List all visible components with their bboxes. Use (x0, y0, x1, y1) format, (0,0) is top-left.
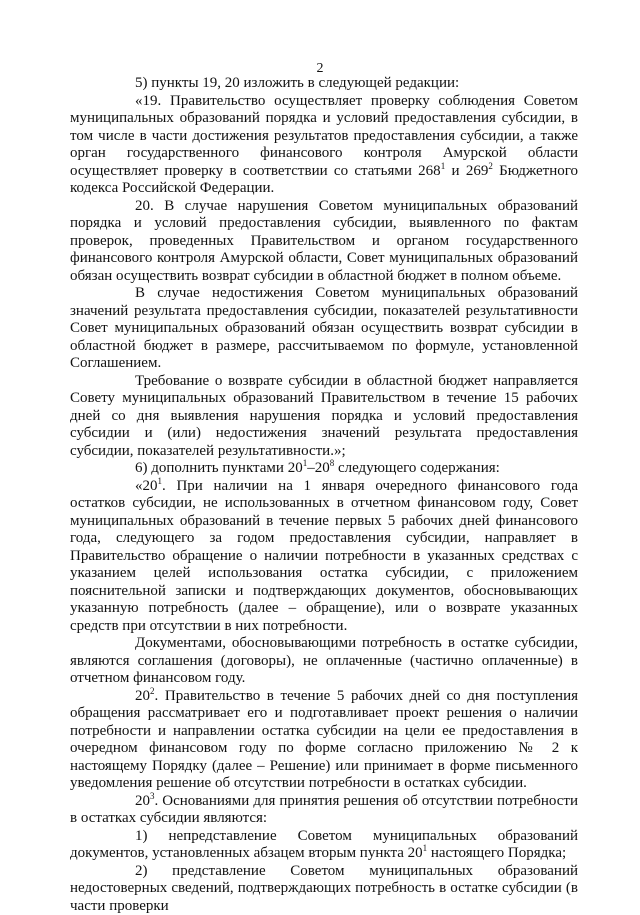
paragraph-text: 20. В случае нарушения Советом муниципальных образований порядка и условий предоставления субсидии, выявленного по фактам проверок, проведенных Правительством и органом государственного финансового контроля Амурской области, Совет муниципальных образований обязан осуществить возврат субсидии в областной бюджет в полном объеме. (70, 198, 578, 284)
paragraph-text: 5) пункты 19, 20 изложить в следующей редакции: (135, 75, 459, 91)
paragraph-text: 6) дополнить пунктами 20 (135, 460, 303, 476)
superscript: 2 (150, 686, 155, 696)
paragraph (70, 863, 578, 915)
paragraph-text: В случае недостижения Советом муниципальных образований значений результата предоставления субсидии, показателей результативности Совет муниципальных образований обязан осуществить возврат субсидии в областной бюджет в размере, рассчитываемом по формуле, установленной Соглашением. (70, 285, 578, 371)
paragraph-text: 2) представление Советом муниципальных образований недостоверных сведений, подтверждающих потребность в остатке субсидии (в части проверки (70, 863, 578, 914)
document-body (70, 75, 578, 915)
superscript: 1 (441, 161, 446, 171)
paragraph-text: Требование о возврате субсидии в областной бюджет направляется Совету муниципальных образований Правительством в течение 15 рабочих дней со дня выявления нарушения порядка и условий предоставления субсидии и (или) недостижения значений результата предоставления субсидии, показателей результативности.»; (70, 373, 578, 459)
paragraph (70, 793, 578, 828)
paragraph-text: . Правительство в течение 5 рабочих дней со дня поступления обращения рассматривает его и подготавливает проект решения о наличии потребности и направлении остатка субсидии на цели ее предоставления в очередном финансовом году по форме согласно приложению № 2 к настоящему Порядку (далее – Решение) или принимает в форме письменного уведомления решение об отсутствии потребности в остатках субсидии. (70, 688, 578, 792)
superscript: 1 (303, 458, 308, 468)
paragraph (70, 93, 578, 198)
paragraph (70, 460, 578, 478)
paragraph-text: Бюджетного кодекса Российской Федерации. (70, 163, 578, 197)
paragraph-text: Документами, обосновывающими потребность в остатке субсидии, являются соглашения (договоры), не оплаченные (частично оплаченные) в отчетном финансовом году. (70, 635, 578, 686)
paragraph-text: –20 (307, 460, 330, 476)
superscript: 1 (158, 476, 163, 486)
paragraph-text: «19. Правительство осуществляет проверку соблюдения Советом муниципальных образований порядка и условий предоставления субсидии, в том числе в части достижения результатов предоставления субсидии, а также орган государственного финансового контроля Амурской области осуществляет проверку в соответствии со статьями 268 (70, 93, 578, 179)
paragraph (70, 478, 578, 636)
paragraph-text: . Основаниями для принятия решения об отсутствии потребности в остатках субсидии являются: (70, 793, 578, 827)
superscript: 2 (488, 161, 493, 171)
paragraph (70, 373, 578, 461)
paragraph-text: следующего содержания: (334, 460, 500, 476)
paragraph (70, 635, 578, 688)
paragraph (70, 285, 578, 373)
superscript: 1 (423, 843, 428, 853)
paragraph-text: 20 (135, 793, 150, 809)
superscript: 3 (150, 791, 155, 801)
page-number: 2 (0, 60, 640, 78)
paragraph (70, 828, 578, 863)
paragraph (70, 75, 578, 93)
paragraph (70, 688, 578, 793)
paragraph-text: . При наличии на 1 января очередного финансового года остатков субсидии, не использованных в отчетном финансовом году, Совет муниципальных образований в течение первых 5 рабочих дней финансового года, следующего за годом предоставления субсидии, направляет в Правительство обращение о наличии потребности в указанных средствах с указанием целей использования остатка субсидии, с приложением пояснительной записки и подтверждающих документов, обосновывающих указанную потребность (далее – обращение), или о возврате указанных средств при отсутствии в них потребности. (70, 478, 578, 634)
paragraph-text: настоящего Порядка; (427, 845, 566, 861)
paragraph-text: 20 (135, 688, 150, 704)
paragraph-text: «20 (135, 478, 158, 494)
superscript: 8 (330, 458, 335, 468)
paragraph-text: 1) непредставление Советом муниципальных образований документов, установленных абзацем вторым пункта 20 (70, 828, 578, 862)
paragraph (70, 198, 578, 286)
paragraph-text: и 269 (445, 163, 488, 179)
